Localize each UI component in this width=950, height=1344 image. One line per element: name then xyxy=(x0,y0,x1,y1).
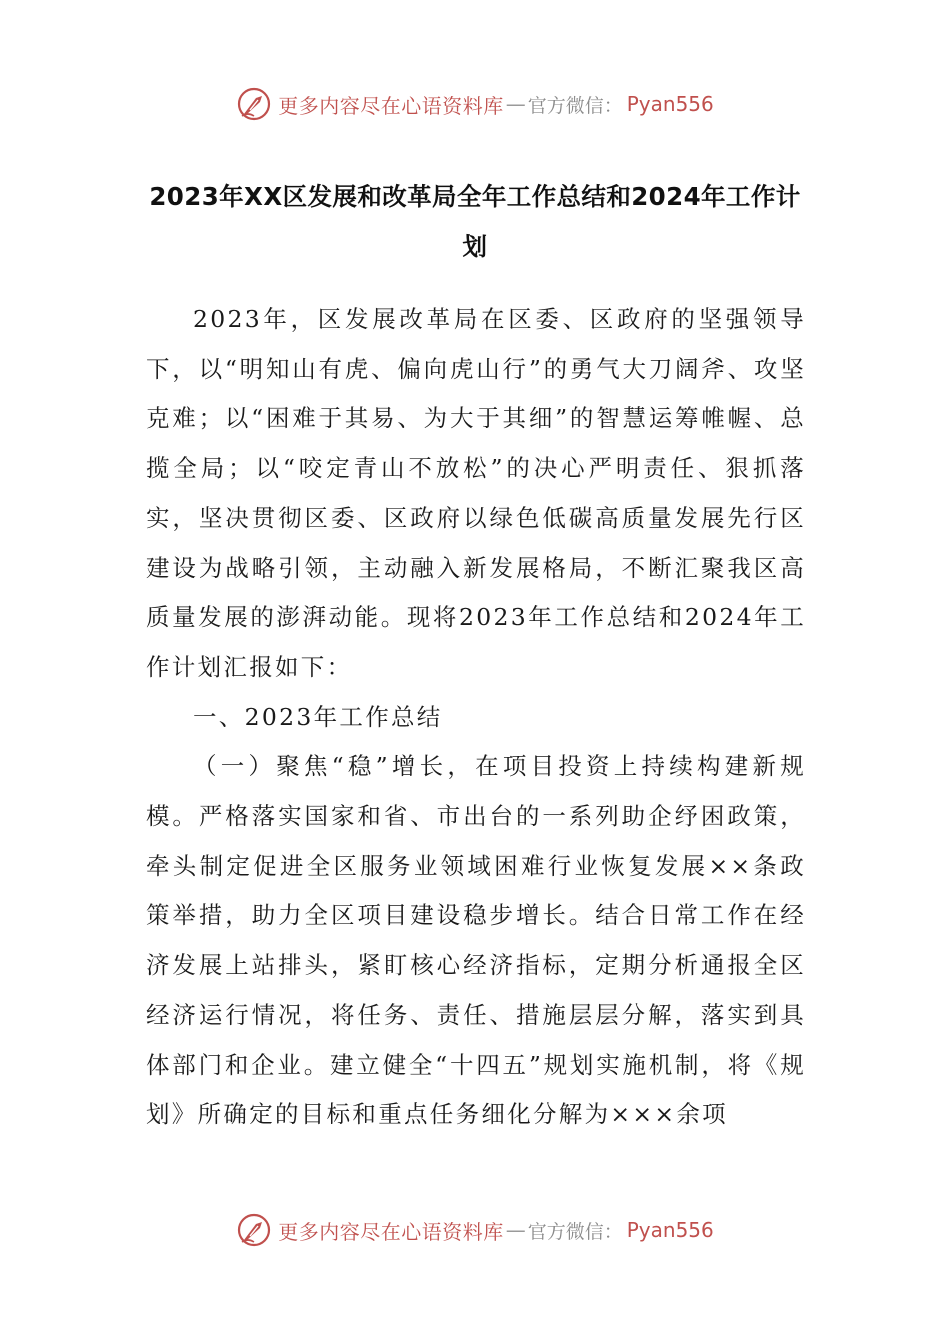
paragraph-section-1: （一）聚焦“稳”增长，在项目投资上持续构建新规模。严格落实国家和省、市出台的一系列助企纾困政策，牵头制定促进全区服务业领域困难行业恢复发展××条政策举措，助力全区项目建设稳步增长。结合日常工作在经济发展上站排头，紧盯核心经济指标，定期分析通报全区经济运行情况，将任务、责任、措施层层分解，落实到具体部门和企业。建立健全“十四五”规划实施机制，将《规划》所确定的目标和重点任务细化分解为×××余项 xyxy=(146,752,806,1129)
watermark-brand-text: 更多内容尽在心语资料库 xyxy=(278,1219,504,1244)
document-body xyxy=(146,295,806,1140)
header-watermark xyxy=(0,82,950,126)
footer-watermark xyxy=(0,1208,950,1252)
watermark-brand-text: 更多内容尽在心语资料库 xyxy=(278,93,504,118)
pen-nib-circle-icon xyxy=(236,1212,272,1248)
watermark-separator: — xyxy=(505,1218,526,1242)
watermark-separator: — xyxy=(505,92,526,116)
watermark-wechat-label: 官方微信： xyxy=(527,94,623,117)
watermark-wechat-id: Pyan556 xyxy=(626,1218,714,1242)
pen-nib-circle-icon xyxy=(236,86,272,122)
paragraph-intro: 2023年，区发展改革局在区委、区政府的坚强领导下，以“明知山有虎、偏向虎山行”的勇气大刀阔斧、攻坚克难；以“困难于其易、为大于其细”的智慧运筹帷幄、总揽全局；以“咬定青山不放松”的决心严明责任、狠抓落实，坚决贯彻区委、区政府以绿色低碳高质量发展先行区建设为战略引领，主动融入新发展格局，不断汇聚我区高质量发展的澎湃动能。现将2023年工作总结和2024年工作计划汇报如下： xyxy=(146,305,806,681)
watermark-wechat-id: Pyan556 xyxy=(626,92,714,116)
document-title: 2023年XX区发展和改革局全年工作总结和2024年工作计划 xyxy=(149,182,801,261)
watermark-wechat-label: 官方微信： xyxy=(527,1220,623,1243)
section-heading: 一、2023年工作总结 xyxy=(193,702,443,731)
